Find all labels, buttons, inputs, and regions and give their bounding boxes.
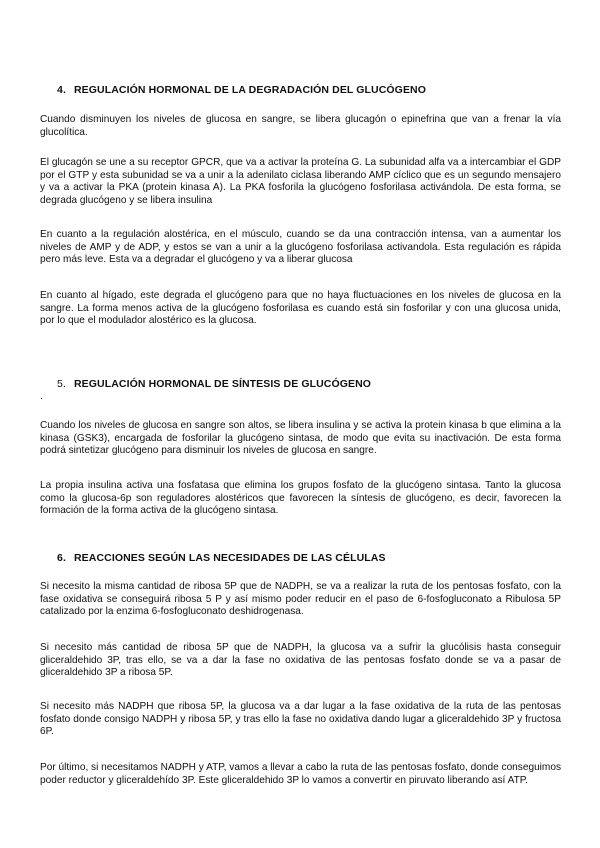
section-4-paragraph-4: En cuanto al hígado, este degrada el glucógeno para que no haya fluctuaciones en los niveles de glucosa en la sangre. La forma menos activa de la glucógeno fosforilasa es cuando está sin fosforilar y con una glucosa unida, por lo que el modulador alostérico es la glucosa. bbox=[40, 290, 561, 327]
section-number: 6. bbox=[57, 552, 66, 564]
section-6-paragraph-3: Si necesito más NADPH que ribosa 5P, la glucosa va a dar lugar a la fase oxidativa de la ruta de las pentosas fosfato donde consigo NADPH y ribosa 5P, y tras ello la fase no oxidativa dando lugar a gliceraldehido 3P y fructosa 6P. bbox=[40, 701, 561, 738]
section-4-paragraph-2: El glucagón se une a su receptor GPCR, que va a activar la proteína G. La subunidad alfa va a intercambiar el GDP por el GTP y esta subunidad se va a unir a la adenilato ciclasa liberando AMP cíclico que es un segundo mensajero y va a activar la PKA (protein kinasa A). La PKA fosforila la glucógeno fosforilasa activándola. De esta forma, se degrada glucógeno y se libera insulina bbox=[40, 157, 561, 206]
section-4-paragraph-3: En cuanto a la regulación alostérica, en el músculo, cuando se da una contracción intensa, van a aumentar los niveles de AMP y de ADP, y estos se van a unir a la glucógeno fosforilasa activandola. Esta regulación es rápida pero más leve. Esta va a degradar el glucógeno y va a liberar glucosa bbox=[40, 229, 561, 266]
section-6-paragraph-2: Si necesito más cantidad de ribosa 5P que de NADPH, la glucosa va a sufrir la glucólisis hasta conseguir gliceraldehido 3P, tras ello, se va a dar la fase no oxidativa de las pentosas fosfato donde se va a pasar de gliceraldehido 3P a ribosa 5P. bbox=[40, 642, 561, 679]
section-5-paragraph-2: La propia insulina activa una fosfatasa que elimina los grupos fosfato de la glucógeno sintasa. Tanto la glucosa como la glucosa-6p son reguladores alostéricos que favorecen la síntesis de glucógeno, es decir, favorecen la formación de la forma activa de la glucógeno sintasa. bbox=[40, 480, 561, 517]
section-6-heading bbox=[57, 552, 560, 564]
section-5-paragraph-1: Cuando los niveles de glucosa en sangre son altos, se libera insulina y se activa la protein kinasa b que elimina a la kinasa (GSK3), encargada de fosforilar la glucógeno sintasa, de modo que evita su inactivación. De esta forma podrá sintetizar glucógeno para disminuir los niveles de glucosa en sangre. bbox=[40, 420, 561, 457]
stray-period: . bbox=[40, 391, 43, 402]
section-4-paragraph-1: Cuando disminuyen los niveles de glucosa en sangre, se libera glucagón o epinefrina que van a frenar la vía glucolítica. bbox=[40, 114, 561, 138]
section-6-paragraph-1: Si necesito la misma cantidad de ribosa 5P que de NADPH, se va a realizar la ruta de los pentosas fosfato, con la fase oxidativa se conseguirá ribosa 5 P y así mismo poder reducir en el paso de 6-fosfogluconato a Ribulosa 5P catalizado por la enzima 6-fosfogluconato deshidrogenasa. bbox=[40, 581, 561, 618]
section-4-heading bbox=[57, 84, 560, 96]
section-6-paragraph-4: Por último, si necesitamos NADPH y ATP, vamos a llevar a cabo la ruta de las pentosas fosfato, donde conseguimos poder reductor y gliceraldehído 3P. Este gliceraldehido 3P lo vamos a convertir en piruvato liberando así ATP. bbox=[40, 762, 561, 786]
section-title: REACCIONES SEGÚN LAS NECESIDADES DE LAS CÉLULAS bbox=[74, 552, 386, 564]
section-5-heading bbox=[57, 378, 560, 390]
section-title: REGULACIÓN HORMONAL DE LA DEGRADACIÓN DEL GLUCÓGENO bbox=[74, 84, 426, 96]
section-title: REGULACIÓN HORMONAL DE SÍNTESIS DE GLUCÓGENO bbox=[74, 378, 372, 390]
section-number: 4. bbox=[57, 84, 66, 96]
section-number: 5. bbox=[57, 378, 66, 390]
